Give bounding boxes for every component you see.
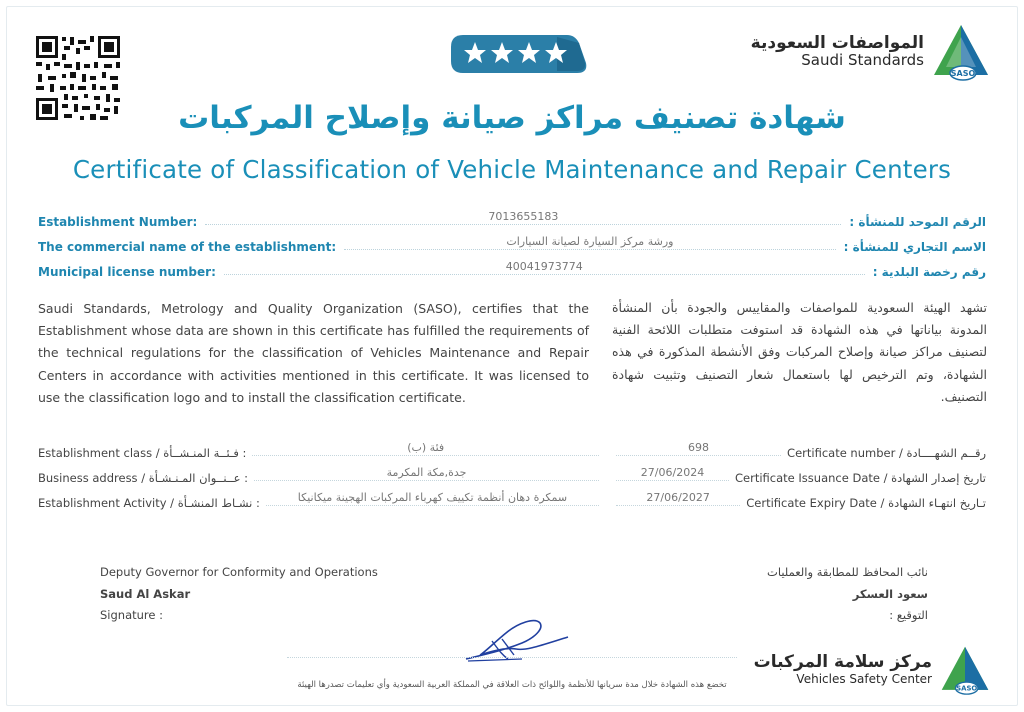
signature-label-en: Signature : bbox=[100, 608, 164, 622]
detail-value: 27/06/2027 bbox=[646, 491, 710, 504]
statement-arabic: تشهد الهيئة السعودية للمواصفات والمقاييس والجودة بأن المنشأة المدونة بياناتها في هذه الشهادة قد استوفت متطلبات اللائحة الفنية لتصنيف مراكز صيانة وإصلاح المركبات وفق الأنشطة المذكورة في هذه الشهادة، وتم الترخيص لها باستعمال شعار التصنيف وتثبيت شهادة التصنيف. bbox=[612, 300, 987, 404]
field-label-ar: الاسم التجاري للمنشأة : bbox=[843, 240, 986, 254]
saso-logo bbox=[751, 22, 990, 82]
field-label-en: Establishment Number: bbox=[38, 215, 198, 229]
detail-label: Establishment Activity / نشـاط المنشـأة : bbox=[38, 496, 260, 510]
field-row-commercial-name bbox=[38, 234, 986, 254]
detail-label: Certificate Issuance Date / تاريخ إصدار الشهادة bbox=[735, 471, 986, 485]
detail-dotted-line bbox=[616, 441, 781, 456]
field-row-municipal-license bbox=[38, 259, 986, 279]
field-row-establishment-number bbox=[38, 209, 986, 229]
field-label-en: Municipal license number: bbox=[38, 265, 216, 279]
detail-value: 27/06/2024 bbox=[640, 466, 705, 479]
detail-label: Establishment class / فـئــة المنـشــأة : bbox=[38, 446, 247, 460]
signatory-name-en: Saud Al Askar bbox=[100, 587, 191, 601]
saso-emblem-icon bbox=[932, 23, 990, 81]
detail-label: Certificate number / رقــم الشهــــادة bbox=[787, 446, 986, 460]
detail-label: Business address / عــنــوان المـنـشـأة : bbox=[38, 471, 249, 485]
detail-row-establishment-activity bbox=[38, 492, 605, 510]
detail-row-expiry-date bbox=[610, 492, 986, 510]
detail-row-establishment-class bbox=[38, 442, 605, 460]
field-value: 7013655183 bbox=[488, 210, 559, 223]
field-label-ar: رقم رخصة البلدية : bbox=[872, 265, 986, 279]
signatory-title-ar: نائب المحافظ للمطابقة والعمليات bbox=[767, 565, 928, 579]
title-arabic: شهادة تصنيف مراكز صيانة وإصلاح المركبات bbox=[178, 100, 846, 136]
title-english: Certificate of Classification of Vehicle Maintenance and Repair Centers bbox=[72, 155, 952, 184]
footer-note: تخضع هذه الشهادة خلال مدة سريانها للأنظمة واللوائح ذات العلاقة في المملكة العربية السعودية وأي تعليمات تصدرها الهيئة bbox=[297, 680, 727, 690]
saso-emblem-icon bbox=[940, 645, 990, 695]
detail-row-issuance-date bbox=[610, 467, 986, 485]
signature-label-ar: التوقيع : bbox=[889, 608, 928, 622]
handwritten-signature bbox=[462, 615, 572, 669]
saso-name-en: Saudi Standards bbox=[801, 51, 924, 70]
detail-value: سمكرة دهان أنظمة تكييف كهرباء المركبات الهجينة ميكانيكا bbox=[297, 491, 568, 504]
signatory-title-en: Deputy Governor for Conformity and Operations bbox=[100, 565, 378, 579]
classification-stars-badge bbox=[449, 33, 588, 75]
detail-dotted-line bbox=[266, 491, 599, 506]
detail-value: جدة,مكة المكرمة bbox=[386, 466, 467, 479]
field-dotted-line bbox=[224, 260, 865, 275]
detail-label: Certificate Expiry Date / تـاريخ انتهـاء الشهادة bbox=[746, 496, 986, 510]
statement-english: Saudi Standards, Metrology and Quality Organization (SASO), certifies that the Establishment whose data are shown in this certificate has fulfilled the requirements of the technical regulations for the classification of Vehicles Maintenance and Repair Centers in accordance with activities mentioned in this certificate. It was licensed to use the classification logo and to install the classification certificate. bbox=[38, 301, 589, 405]
field-dotted-line bbox=[344, 235, 836, 250]
saso-name-ar: المواصفات السعودية bbox=[750, 33, 924, 54]
field-label-en: The commercial name of the establishment: bbox=[38, 240, 337, 254]
detail-row-business-address bbox=[38, 467, 605, 485]
vehicles-safety-center-logo bbox=[754, 645, 990, 695]
detail-dotted-line bbox=[616, 466, 729, 481]
detail-row-certificate-number bbox=[610, 442, 986, 460]
field-label-ar: الرقم الموحد للمنشأة : bbox=[849, 215, 986, 229]
detail-dotted-line bbox=[254, 466, 599, 481]
detail-value: فئة (ب) bbox=[407, 441, 445, 454]
field-value: 40041973774 bbox=[505, 260, 583, 273]
saso-badge-text: SASO bbox=[956, 684, 978, 693]
signature-line bbox=[287, 657, 737, 658]
vsc-name-en: Vehicles Safety Center bbox=[796, 671, 932, 686]
detail-dotted-line bbox=[616, 491, 740, 506]
signatory-name-ar: سعود العسكر bbox=[852, 587, 928, 601]
detail-value: 698 bbox=[688, 441, 710, 454]
field-value: ورشة مركز السيارة لصيانة السيارات bbox=[506, 235, 674, 248]
saso-badge-text: SASO bbox=[950, 69, 976, 78]
vsc-name-ar: مركز سلامة المركبات bbox=[753, 652, 932, 673]
field-dotted-line bbox=[205, 210, 841, 225]
detail-dotted-line bbox=[252, 441, 599, 456]
